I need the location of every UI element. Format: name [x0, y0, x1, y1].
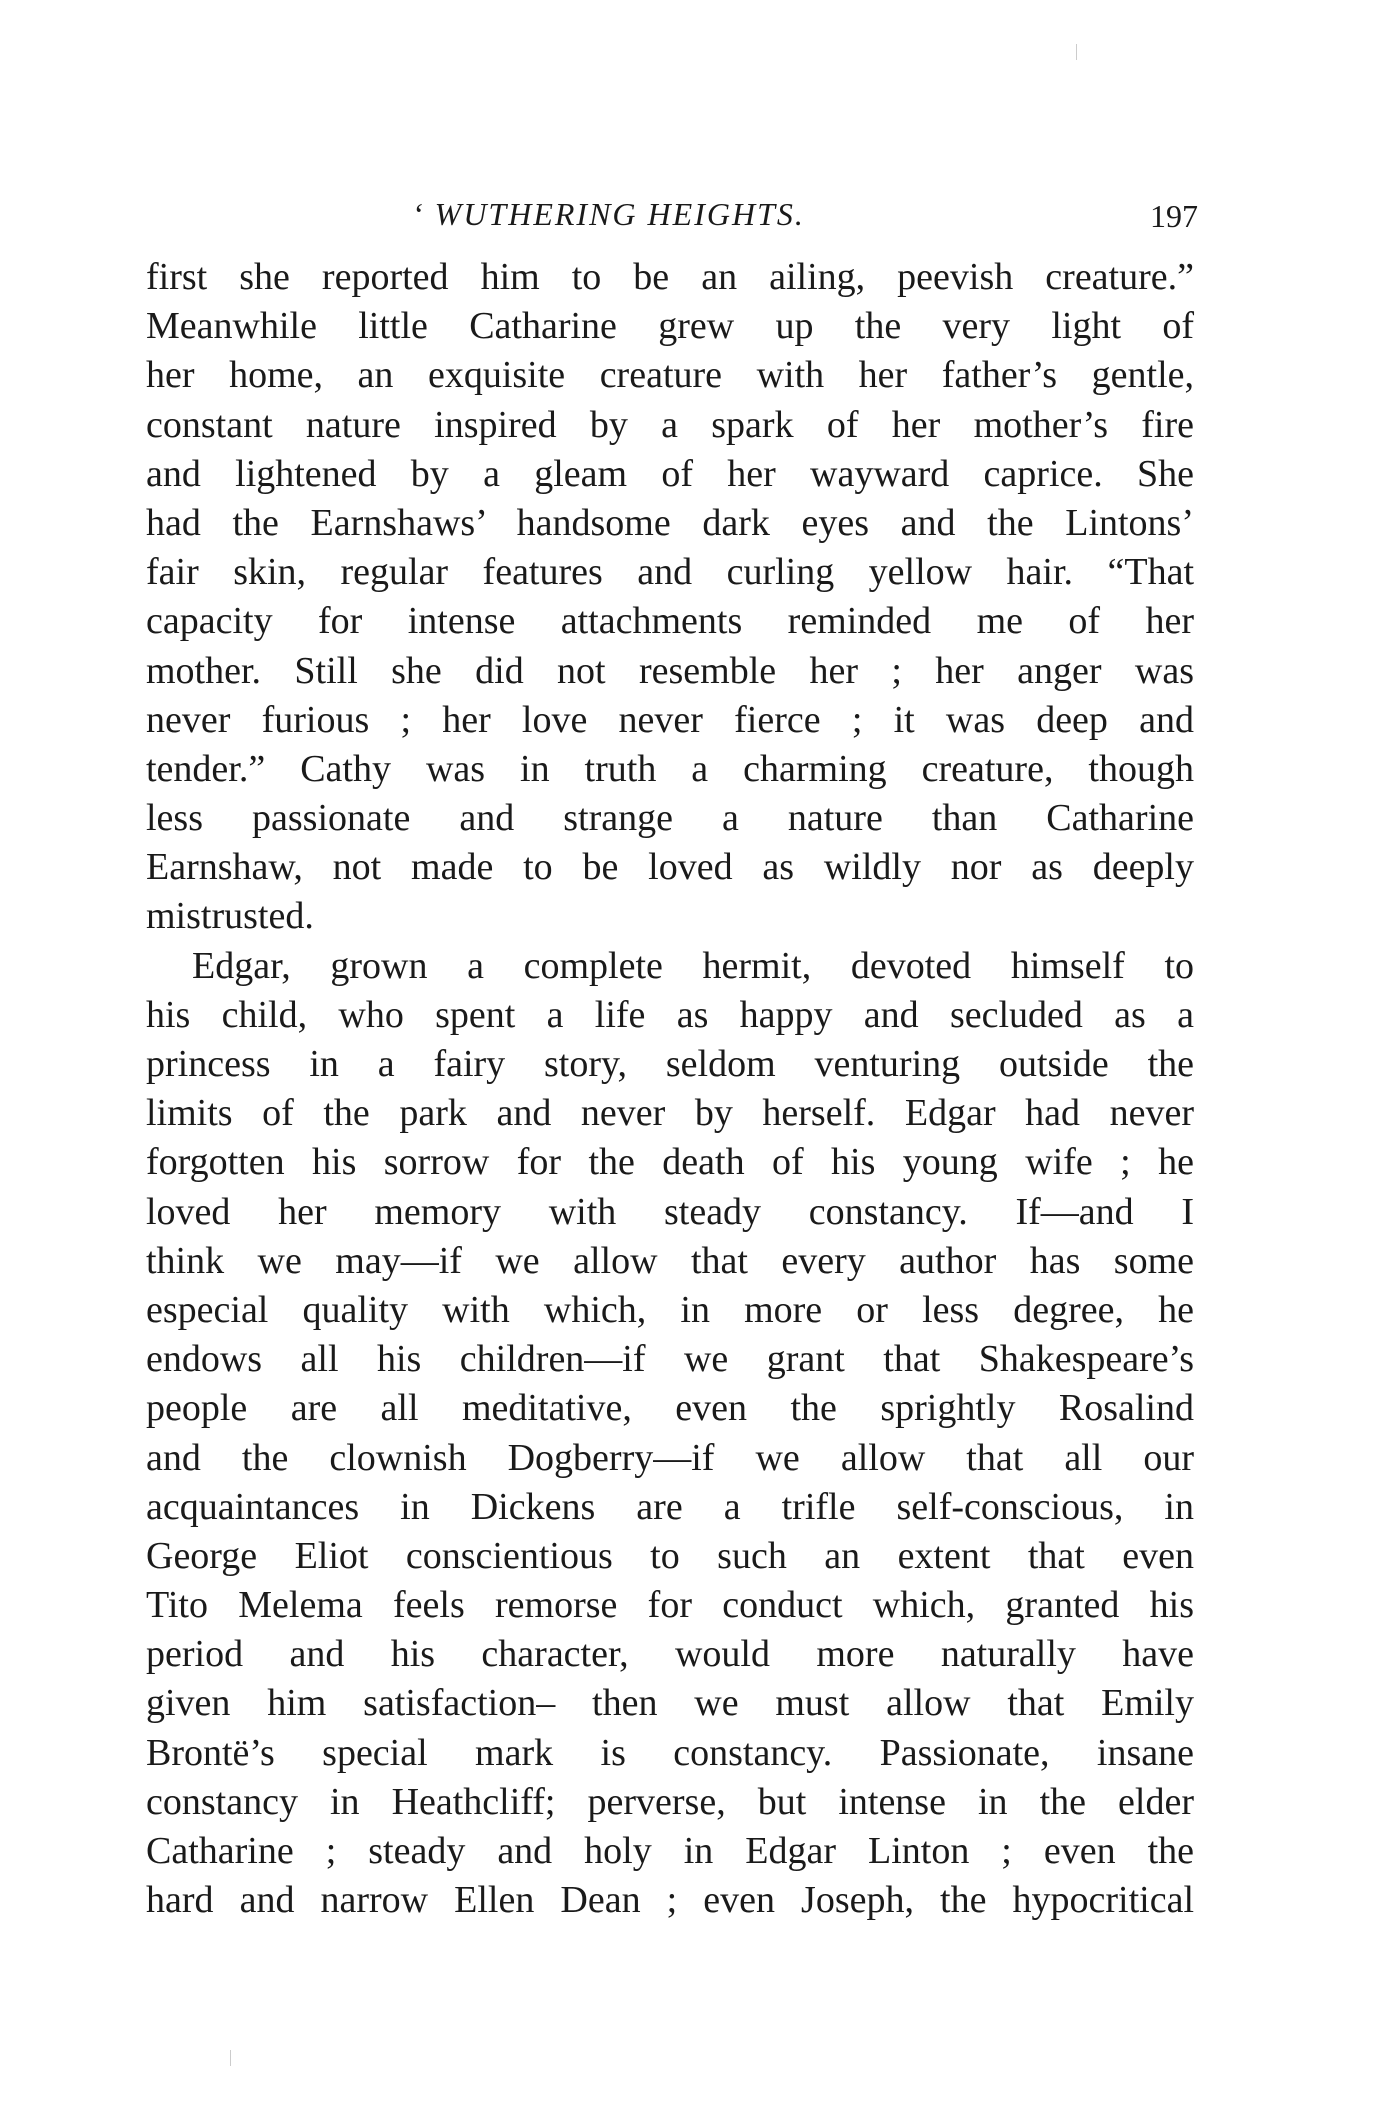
text-line: people are all meditative, even the sprightly Rosalind [146, 1387, 1194, 1430]
text-line: Meanwhile little Catharine grew up the very light of [146, 305, 1194, 348]
text-line: endows all his children—if we grant that Shakespeare’s [146, 1338, 1194, 1381]
text-line: princess in a fairy story, seldom venturing outside the [146, 1043, 1194, 1085]
text-line: had the Earnshaws’ handsome dark eyes and the Lintons’ [146, 501, 1194, 544]
text-line: period and his character, would more naturally have [146, 1633, 1194, 1676]
text-line: and lightened by a gleam of her wayward caprice. She [146, 452, 1194, 495]
text-line: and the clownish Dogberry—if we allow that all our [146, 1436, 1194, 1479]
text-line: think we may—if we allow that every author has some [146, 1239, 1194, 1282]
text-line: first she reported him to be an ailing, peevish creature.” [146, 256, 1194, 298]
text-line: loved her memory with steady constancy. If—and I [146, 1190, 1194, 1233]
text-line: forgotten his sorrow for the death of his young wife ; he [146, 1141, 1194, 1184]
margin-mark [1076, 44, 1077, 60]
text-line: George Eliot conscientious to such an extent that even [146, 1534, 1194, 1577]
text-line: hard and narrow Ellen Dean ; even Joseph, the hypocritical [146, 1879, 1194, 1922]
text-line: constancy in Heathcliff; perverse, but intense in the elder [146, 1780, 1194, 1823]
text-line: limits of the park and never by herself. Edgar had never [146, 1092, 1194, 1135]
text-line: mistrusted. [146, 895, 314, 938]
text-line: constant nature inspired by a spark of her mother’s fire [146, 403, 1194, 446]
running-title: ‘ WUTHERING HEIGHTS. [412, 196, 805, 232]
body-text [146, 253, 1194, 1925]
running-header [0, 196, 1381, 236]
text-line: her home, an exquisite creature with her father’s gentle, [146, 354, 1194, 397]
margin-mark [230, 2050, 231, 2066]
text-line: capacity for intense attachments reminded me of her [146, 600, 1194, 643]
text-line: Edgar, grown a complete hermit, devoted himself to [192, 944, 1194, 987]
text-line: Earnshaw, not made to be loved as wildly nor as deeply [146, 846, 1194, 889]
page-number: 197 [1150, 198, 1198, 234]
text-line: Tito Melema feels remorse for conduct which, granted his [146, 1584, 1194, 1627]
text-line: his child, who spent a life as happy and secluded as a [146, 993, 1194, 1036]
text-line: tender.” Cathy was in truth a charming creature, though [146, 747, 1194, 790]
text-line: mother. Still she did not resemble her ; her anger was [146, 649, 1194, 692]
text-line: especial quality with which, in more or less degree, he [146, 1288, 1194, 1331]
text-line: Brontë’s special mark is constancy. Passionate, insane [146, 1731, 1194, 1774]
text-line: given him satisfaction– then we must allow that Emily [146, 1682, 1194, 1725]
text-line: Catharine ; steady and holy in Edgar Linton ; even the [146, 1830, 1194, 1872]
text-line: fair skin, regular features and curling yellow hair. “That [146, 551, 1194, 594]
text-line: less passionate and strange a nature than Catharine [146, 797, 1194, 840]
text-line: never furious ; her love never fierce ; it was deep and [146, 698, 1194, 741]
text-line: acquaintances in Dickens are a trifle self-conscious, in [146, 1485, 1194, 1528]
